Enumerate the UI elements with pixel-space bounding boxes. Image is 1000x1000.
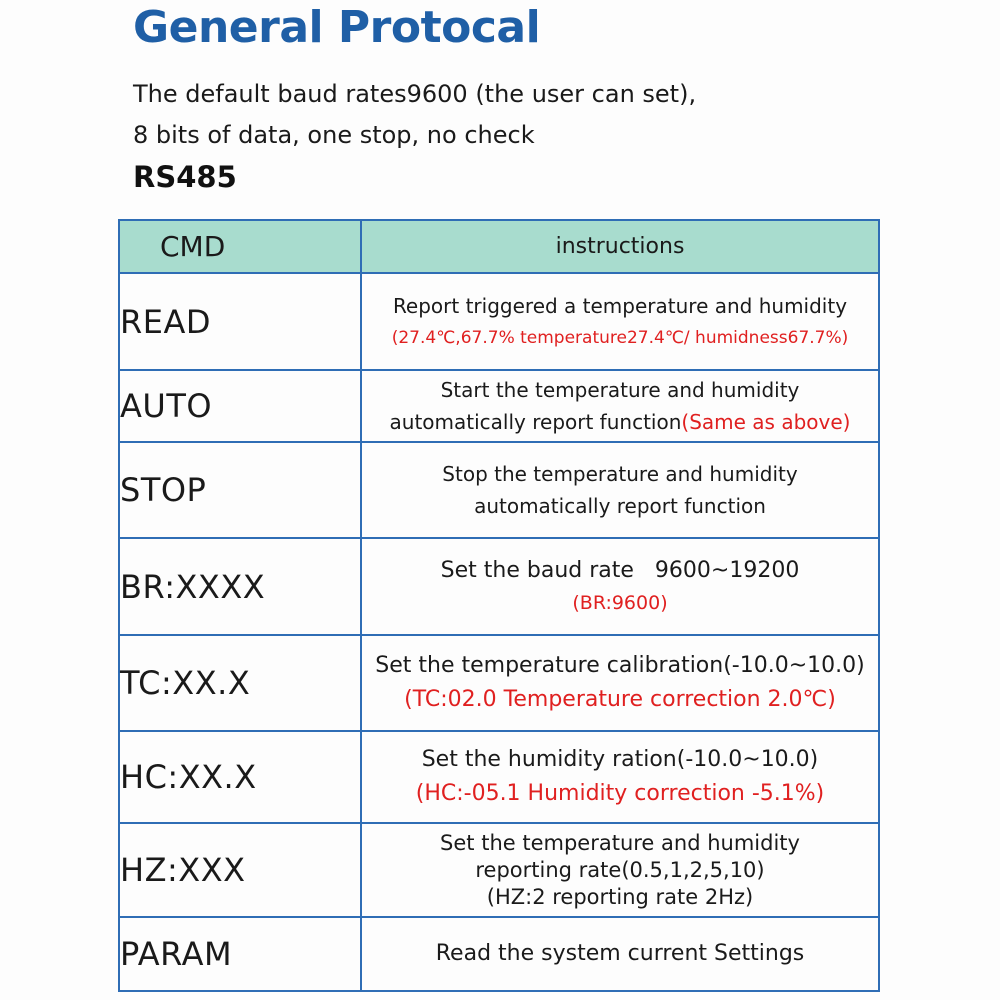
table-row-hc xyxy=(119,731,879,823)
instruction-text: Set the temperature and humidity xyxy=(440,830,800,855)
example-note: (TC:02.0 Temperature correction 2.0℃) xyxy=(404,687,836,712)
example-note: (Same as above) xyxy=(681,410,851,434)
instruction-cell xyxy=(361,538,879,635)
table-row-read xyxy=(119,273,879,370)
instruction-text-3: (HZ:2 reporting rate 2Hz) xyxy=(486,884,754,909)
cmd-cell: HZ:XXX xyxy=(119,823,361,917)
instruction-text-2 xyxy=(362,406,878,438)
instruction-text: Read the system current Settings xyxy=(435,941,805,966)
instruction-cell xyxy=(361,370,879,442)
intro-line-1: The default baud rates9600 (the user can set), xyxy=(133,80,697,108)
example-note: (BR:9600) xyxy=(572,591,668,614)
interface-heading: RS485 xyxy=(133,160,237,194)
header-instructions: instructions xyxy=(361,220,879,273)
header-cmd: CMD xyxy=(119,220,361,273)
instruction-cell xyxy=(361,442,879,538)
instruction-cell xyxy=(361,823,879,917)
instruction-text: Set the temperature calibration(-10.0~10.0) xyxy=(375,653,865,678)
cmd-cell: PARAM xyxy=(119,917,361,991)
table-row-param xyxy=(119,917,879,991)
instruction-cell xyxy=(361,917,879,991)
instruction-text-2: reporting rate(0.5,1,2,5,10) xyxy=(475,857,765,882)
instruction-text-part: automatically report function xyxy=(389,410,682,434)
cmd-cell: TC:XX.X xyxy=(119,635,361,731)
cmd-cell: READ xyxy=(119,273,361,370)
intro-line-2: 8 bits of data, one stop, no check xyxy=(133,121,535,149)
table-row-br xyxy=(119,538,879,635)
example-note: (HC:-05.1 Humidity correction -5.1%) xyxy=(415,781,825,806)
table-row-tc xyxy=(119,635,879,731)
table-row-auto xyxy=(119,370,879,442)
instruction-cell xyxy=(361,635,879,731)
cmd-cell: STOP xyxy=(119,442,361,538)
instruction-text: Report triggered a temperature and humidity xyxy=(392,293,848,318)
table-header-row xyxy=(119,220,879,273)
instruction-text-2: automatically report function xyxy=(474,494,766,518)
cmd-cell: BR:XXXX xyxy=(119,538,361,635)
instruction-cell xyxy=(361,731,879,823)
instruction-text: Start the temperature and humidity xyxy=(440,378,800,402)
cmd-cell: AUTO xyxy=(119,370,361,442)
example-note: (27.4℃,67.7% temperature27.4℃/ humidness67.7%) xyxy=(391,327,849,348)
instruction-cell xyxy=(361,273,879,370)
table-row-hz xyxy=(119,823,879,917)
instruction-text: Set the humidity ration(-10.0~10.0) xyxy=(421,747,819,772)
table-row-stop xyxy=(119,442,879,538)
cmd-cell: HC:XX.X xyxy=(119,731,361,823)
command-table xyxy=(118,219,880,992)
page-title: General Protocal xyxy=(133,2,541,53)
instruction-text: Stop the temperature and humidity xyxy=(442,462,798,486)
instruction-text: Set the baud rate 9600~19200 xyxy=(440,557,800,583)
